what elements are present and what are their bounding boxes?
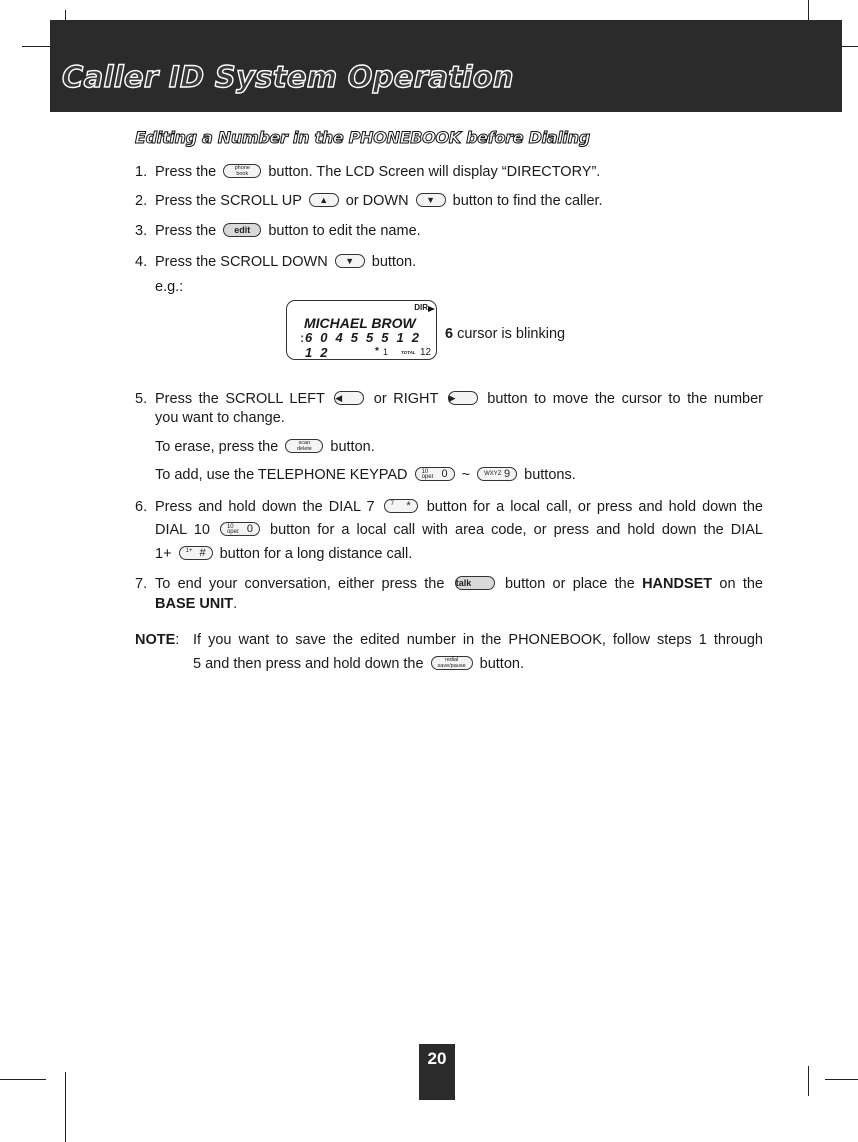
crop-mark: [22, 46, 52, 47]
blink-symbol: 6: [445, 326, 454, 342]
step-text: 5 and then press and hold down the: [193, 656, 424, 672]
left-arrow-icon: ◀: [335, 393, 343, 404]
step-number: 1.: [135, 164, 148, 180]
step-text: Press the SCROLL DOWN: [155, 254, 328, 270]
step-text: button to move the cursor to the number: [487, 391, 763, 407]
keypad-7-button[interactable]: [384, 499, 418, 513]
step-text: button for a long distance call.: [219, 546, 413, 562]
step-number: 4.: [135, 254, 148, 270]
step-text: Press the: [155, 164, 217, 180]
button-label: edit: [234, 225, 251, 236]
crop-mark: [808, 0, 809, 22]
step-1: [155, 162, 600, 182]
blink-note-text: cursor is blinking: [457, 326, 566, 342]
scroll-right-button[interactable]: [448, 391, 478, 405]
button-label: oper: [226, 529, 239, 536]
button-label: #: [199, 547, 206, 560]
keypad-0-button[interactable]: [415, 467, 455, 481]
step-text: button to edit the name.: [268, 223, 421, 239]
example-label: e.g.:: [155, 279, 184, 295]
button-label: 0: [441, 468, 448, 481]
step-text: .: [233, 596, 238, 612]
step-text: or RIGHT: [373, 391, 439, 407]
down-arrow-icon: ▼: [426, 195, 436, 206]
button-label: talk: [455, 578, 472, 589]
phonebook-button[interactable]: [223, 164, 261, 178]
scroll-left-button[interactable]: [334, 391, 364, 405]
note-label: [135, 630, 179, 650]
right-arrow-icon: ▶: [448, 393, 456, 404]
lcd-name: MICHAEL BROW: [304, 315, 416, 331]
button-label: book: [236, 170, 249, 177]
crop-mark: [825, 1079, 858, 1080]
scroll-up-button[interactable]: [309, 193, 339, 207]
step-6-line-2: [155, 520, 763, 540]
page-number: 20: [419, 1044, 455, 1100]
lcd-number: 6 0 4 5 5 5 1 2 1 2: [305, 330, 422, 360]
page-title: Caller ID System Operation: [62, 60, 514, 94]
lcd-screen: [286, 300, 437, 360]
step-text: buttons.: [524, 467, 576, 483]
note-colon: :: [175, 632, 180, 648]
step-3: [155, 221, 421, 241]
scroll-down-button[interactable]: [335, 254, 365, 268]
step-text: 1+: [155, 546, 172, 562]
step-text: DIAL 10: [155, 522, 210, 538]
step-text: Press the SCROLL UP: [155, 193, 302, 209]
step-text: button or place the: [504, 576, 635, 592]
step-6: [155, 497, 763, 517]
step-7: [155, 574, 763, 594]
step-number: 7.: [135, 576, 148, 592]
button-label: 9: [503, 468, 511, 481]
dir-arrow-icon: [428, 306, 435, 312]
step-text: button for a local call, or press and hold down the: [426, 499, 763, 515]
step-text: button. The LCD Screen will display “DIRECTORY”.: [268, 164, 601, 180]
redial-save-button[interactable]: [431, 656, 473, 670]
button-label: oper: [421, 474, 434, 481]
step-2: [155, 191, 603, 211]
step-7-line-2: [155, 594, 237, 614]
button-label: save/pause: [437, 662, 466, 669]
step-bold-text: BASE UNIT: [155, 596, 234, 612]
add-instruction: [155, 465, 576, 485]
button-label: WXYZ: [484, 471, 502, 478]
step-text: on the: [719, 576, 763, 592]
talk-button[interactable]: [455, 576, 495, 590]
keypad-9-button[interactable]: [477, 467, 517, 481]
step-bold-text: HANDSET: [642, 576, 713, 592]
section-title: Editing a Number in the PHONEBOOK before Dialing: [135, 128, 590, 147]
step-5: [155, 389, 763, 409]
note-line-1: If you want to save the edited number in the PHONEBOOK, follow steps 1 through: [193, 632, 763, 648]
step-text: To end your conversation, either press the: [155, 576, 445, 592]
step-number: 5.: [135, 391, 148, 407]
note-line-2: [193, 654, 524, 674]
step-text: button.: [479, 656, 524, 672]
button-label: delete: [296, 445, 312, 452]
step-number: 6.: [135, 499, 148, 515]
note-label-text: NOTE: [135, 632, 176, 648]
lcd-star: *: [375, 346, 379, 357]
button-label: 10: [421, 469, 429, 476]
crop-mark: [65, 1072, 66, 1142]
button-label: 1+: [185, 548, 193, 555]
up-arrow-icon: ▲: [319, 195, 329, 206]
step-text: button.: [330, 439, 375, 455]
button-label: 0: [246, 523, 253, 536]
step-4: [155, 252, 416, 272]
down-arrow-icon: ▼: [345, 256, 355, 267]
tilde: ~: [461, 467, 471, 483]
scroll-down-button[interactable]: [416, 193, 446, 207]
keypad-pound-button[interactable]: [179, 546, 213, 560]
crop-mark: [808, 1066, 809, 1096]
step-6-line-3: [155, 544, 412, 564]
button-label: 10: [226, 524, 234, 531]
scan-delete-button[interactable]: [285, 439, 323, 453]
crop-mark: [0, 1079, 46, 1080]
step-text: Press the SCROLL LEFT: [155, 391, 325, 407]
button-label: scan: [298, 440, 311, 447]
button-label: phone: [234, 165, 250, 172]
step-text: To add, use the TELEPHONE KEYPAD: [155, 467, 408, 483]
lcd-dir-label: DIR: [414, 303, 428, 312]
button-label: 7: [390, 501, 395, 508]
step-text: To erase, press the: [155, 439, 279, 455]
step-text: Press the: [155, 223, 217, 239]
step-text: Press and hold down the DIAL 7: [155, 499, 375, 515]
step-number: 3.: [135, 223, 148, 239]
erase-instruction: [155, 437, 375, 457]
step-text: or DOWN: [345, 193, 409, 209]
edit-button[interactable]: [223, 223, 261, 237]
step-5-line-2: you want to change.: [155, 410, 285, 426]
step-text: button.: [371, 254, 417, 270]
cursor-icon: :: [300, 330, 305, 345]
lcd-total-label: TOTAL: [401, 350, 416, 355]
lcd-index: 1: [383, 347, 389, 357]
step-text: button for a local call with area code, or press and hold down the DIAL: [270, 522, 763, 538]
button-label: redial: [444, 657, 459, 664]
keypad-0-button[interactable]: [220, 522, 260, 536]
lcd-total: 12: [420, 347, 432, 358]
step-text: button to find the caller.: [452, 193, 603, 209]
step-number: 2.: [135, 193, 148, 209]
button-label: *: [406, 500, 411, 513]
cursor-blink-note: [445, 326, 565, 342]
